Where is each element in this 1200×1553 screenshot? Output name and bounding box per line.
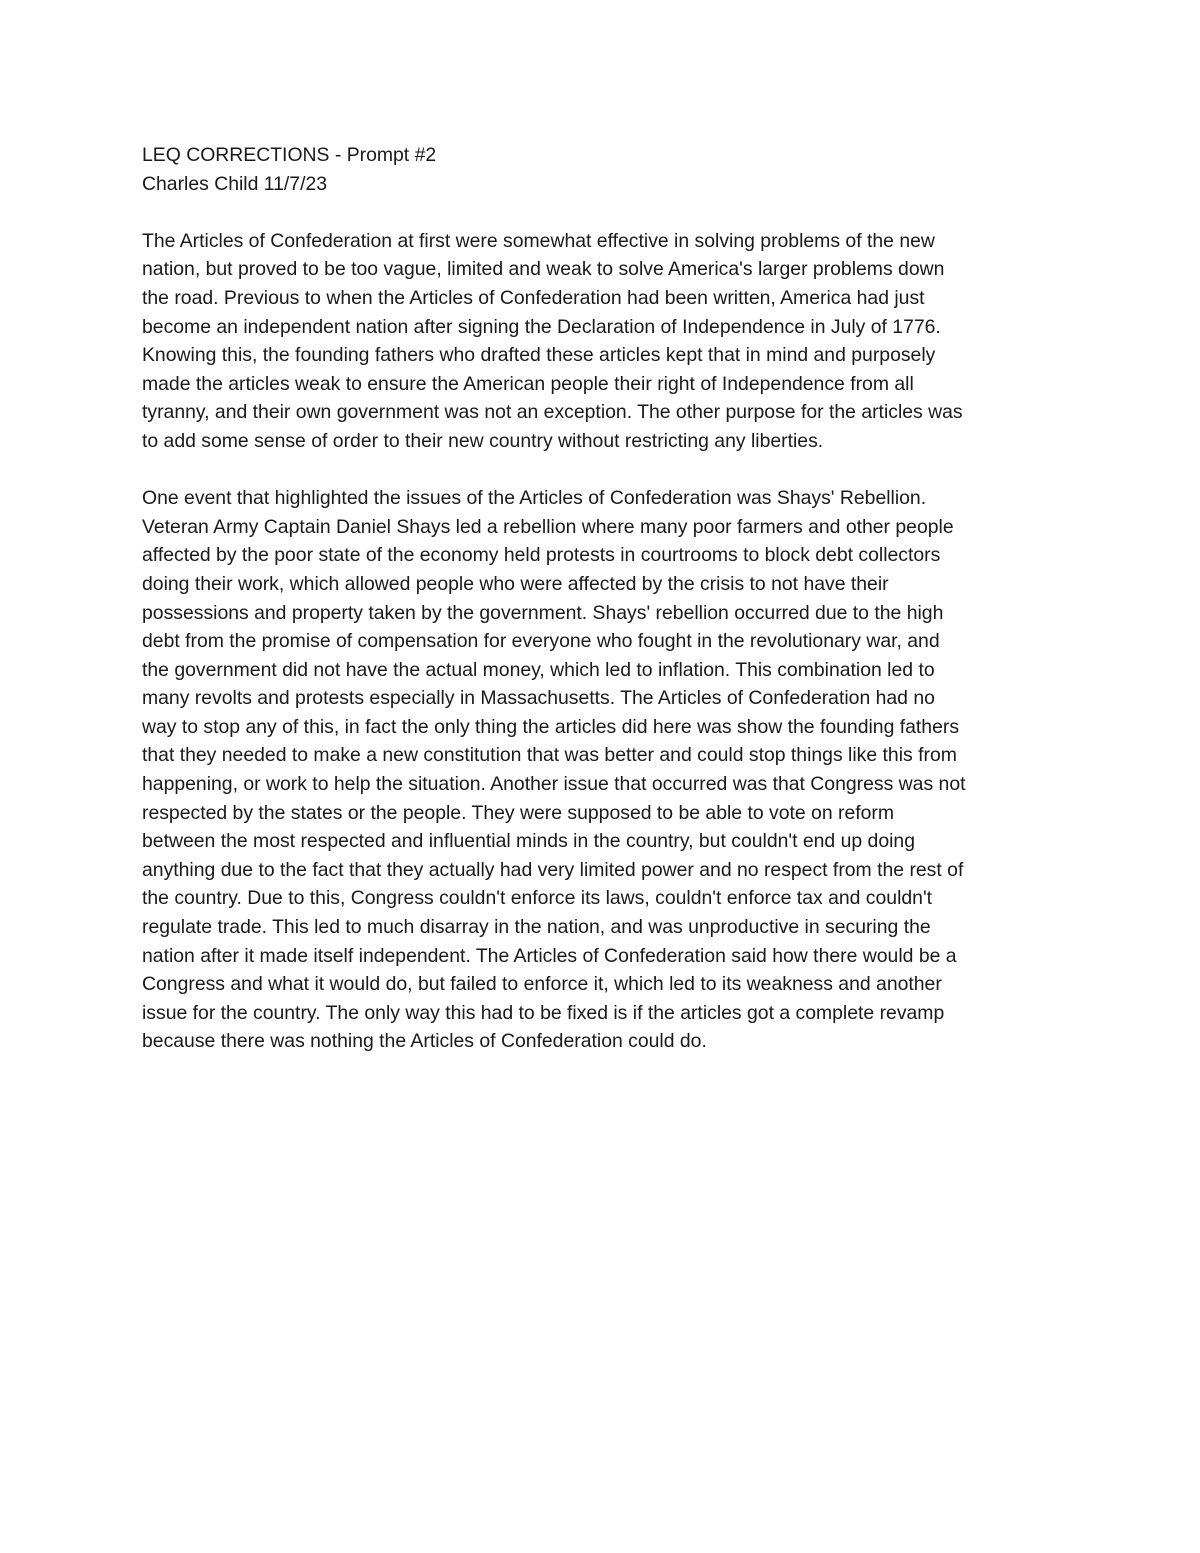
paragraph-line: issue for the country. The only way this had to be fixed is if the articles got a complete revamp — [142, 1001, 945, 1024]
paragraph-line: nation, but proved to be too vague, limited and weak to solve America's larger problems down — [142, 258, 945, 281]
paragraph-line: become an independent nation after signing the Declaration of Independence in July of 1776. — [142, 315, 941, 338]
paragraph-line: nation after it made itself independent. The Articles of Confederation said how there would be a — [142, 944, 957, 967]
paragraph-line: The Articles of Confederation at first were somewhat effective in solving problems of the new — [142, 229, 935, 252]
paragraph-line: the road. Previous to when the Articles of Confederation had been written, America had just — [142, 286, 925, 309]
paragraph-line: the government did not have the actual money, which led to inflation. This combination led to — [142, 658, 935, 681]
paragraph-line: that they needed to make a new constitution that was better and could stop things like this from — [142, 744, 957, 767]
paragraph-line: the country. Due to this, Congress couldn't enforce its laws, couldn't enforce tax and couldn't — [142, 887, 933, 910]
document-title: LEQ CORRECTIONS - Prompt #2 — [142, 144, 437, 166]
paragraph-line: possessions and property taken by the government. Shays' rebellion occurred due to the high — [142, 601, 944, 624]
paragraph-line: because there was nothing the Articles of Confederation could do. — [142, 1030, 707, 1053]
paragraph-line: tyranny, and their own government was not an exception. The other purpose for the articles was — [142, 401, 963, 424]
paragraph-line: regulate trade. This led to much disarray in the nation, and was unproductive in securing the — [142, 916, 931, 939]
paragraph-line: Knowing this, the founding fathers who drafted these articles kept that in mind and purposely — [142, 344, 936, 367]
paragraph-line: One event that highlighted the issues of the Articles of Confederation was Shays' Rebellion. — [142, 487, 927, 510]
paragraph-line: Veteran Army Captain Daniel Shays led a rebellion where many poor farmers and other people — [142, 515, 954, 538]
paragraph-2 — [142, 484, 1062, 1056]
paragraph-line: anything due to the fact that they actually had very limited power and no respect from the rest of — [142, 858, 964, 881]
paragraph-line: between the most respected and influential minds in the country, but couldn't end up doing — [142, 830, 916, 853]
paragraph-line: Congress and what it would do, but failed to enforce it, which led to its weakness and another — [142, 973, 942, 996]
author-date-line: Charles Child 11/7/23 — [142, 172, 328, 195]
paragraph-line: many revolts and protests especially in Massachusetts. The Articles of Confederation had no — [142, 687, 935, 710]
paragraph-line: debt from the promise of compensation for everyone who fought in the revolutionary war, and — [142, 630, 940, 653]
paragraph-line: affected by the poor state of the economy held protests in courtrooms to block debt collectors — [142, 544, 941, 567]
paragraph-spacer — [142, 198, 1062, 227]
paragraph-line: happening, or work to help the situation. Another issue that occurred was that Congress was not — [142, 773, 966, 796]
paragraph-spacer — [142, 456, 1062, 485]
paragraph-line: to add some sense of order to their new country without restricting any liberties. — [142, 429, 824, 452]
document-body — [142, 141, 1062, 1056]
paragraph-line: doing their work, which allowed people who were affected by the crisis to not have their — [142, 572, 889, 595]
paragraph-line: way to stop any of this, in fact the only thing the articles did here was show the founding fathers — [142, 715, 960, 738]
paragraph-1 — [142, 227, 1062, 456]
paragraph-line: made the articles weak to ensure the American people their right of Independence from all — [142, 372, 914, 395]
paragraph-line: respected by the states or the people. They were supposed to be able to vote on reform — [142, 801, 895, 824]
